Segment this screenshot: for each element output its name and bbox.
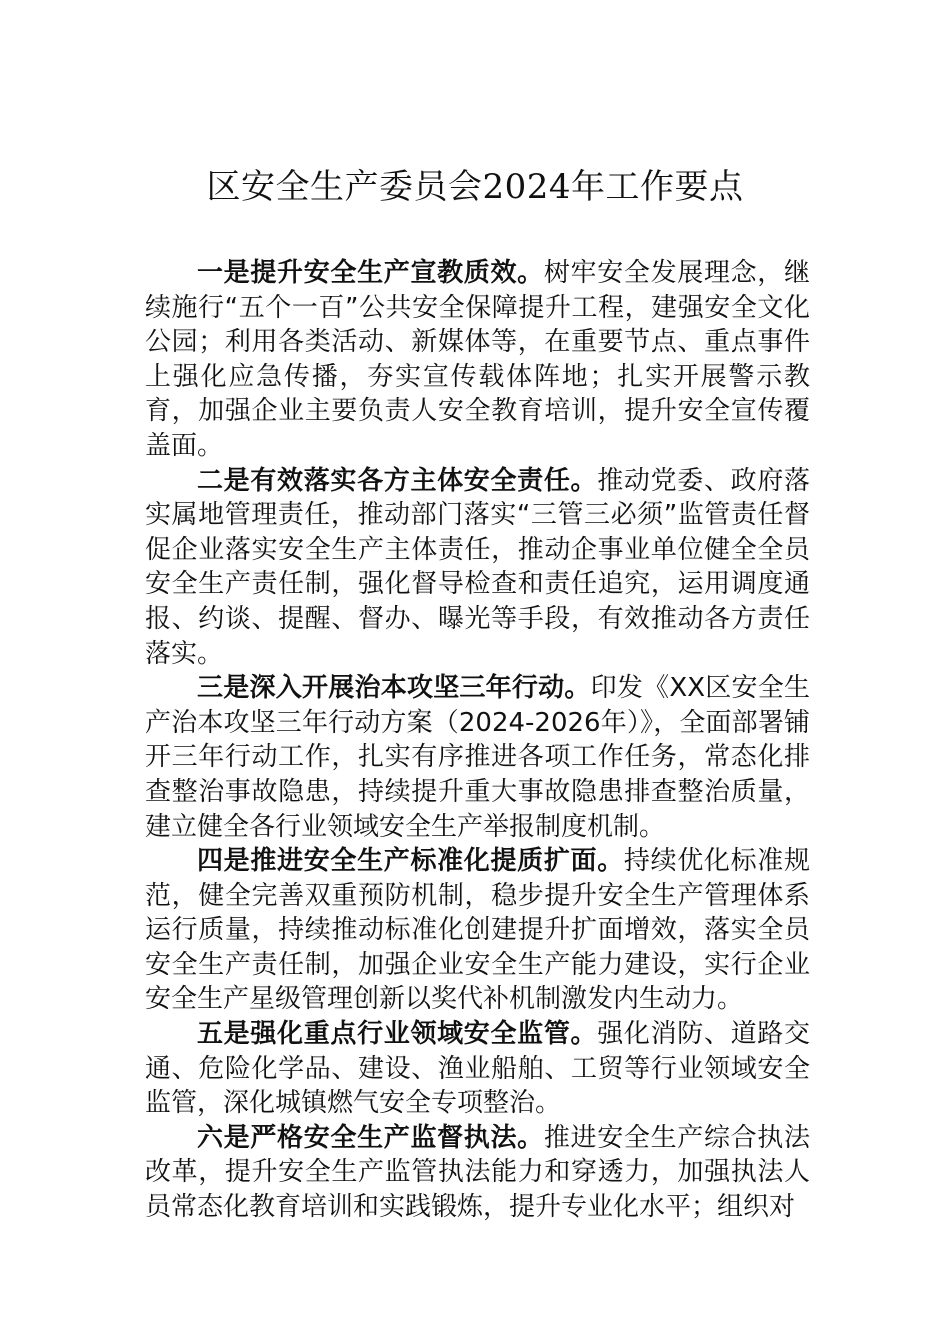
paragraph-6 (145, 1121, 810, 1225)
paragraph-4 (145, 844, 810, 1017)
document-title: 区安全生产委员会2024年工作要点 (206, 167, 744, 207)
paragraph-text: 推进安全生产综合执法改革，提升安全生产监管执法能力和穿透力，加强执法人员常态化教育培训和实践锻炼，提升专业化水平；组织对 (145, 1122, 810, 1223)
paragraph-lead: 三是深入开展治本攻坚三年行动。 (197, 673, 591, 704)
paragraph-lead: 六是严格安全生产监督执法。 (197, 1122, 544, 1153)
paragraph-1 (145, 256, 810, 464)
paragraph-lead: 五是强化重点行业领域安全监管。 (197, 1019, 598, 1050)
paragraph-lead: 一是提升安全生产宣教质效。 (197, 258, 544, 288)
paragraph-lead: 四是推进安全生产标准化提质扩面。 (197, 846, 624, 877)
paragraph-text: 持续优化标准规范，健全完善双重预防机制，稳步提升安全生产管理体系运行质量，持续推动标准化创建提升扩面增效，落实全员安全生产责任制，加强企业安全生产能力建设，实行企业安全生产星级管理创新以奖代补机制激发内生动力。 (145, 846, 810, 1015)
paragraph-text: 树牢安全发展理念，继续施行“五个一百”公共安全保障提升工程，建强安全文化公园；利用各类活动、新媒体等，在重要节点、重点事件上强化应急传播，夯实宣传载体阵地；扎实开展警示教育，加强企业主要负责人安全教育培训，提升安全宣传覆盖面。 (145, 258, 810, 461)
paragraph-3 (145, 671, 810, 844)
paragraph-5 (145, 1017, 810, 1121)
paragraph-text: 强化消防、道路交通、危险化学品、建设、渔业船舶、工贸等行业领域安全监管，深化城镇燃气安全专项整治。 (145, 1019, 810, 1119)
paragraph-text: 印发《XX区安全生产治本攻坚三年行动方案（2024-2026年）》，全面部署铺开三年行动工作，扎实有序推进各项工作任务，常态化排查整治事故隐患，持续提升重大事故隐患排查整治质量，建立健全各行业领域安全生产举报制度机制。 (145, 673, 810, 842)
paragraph-lead: 二是有效落实各方主体安全责任。 (197, 465, 598, 496)
document-body (145, 256, 810, 1225)
paragraph-text: 推动党委、政府落实属地管理责任，推动部门落实“三管三必须”监管责任督促企业落实安全生产主体责任，推动企事业单位健全全员安全生产责任制，强化督导检查和责任追究，运用调度通报、约谈、提醒、督办、曝光等手段，有效推动各方责任落实。 (145, 465, 810, 669)
paragraph-2 (145, 464, 810, 672)
